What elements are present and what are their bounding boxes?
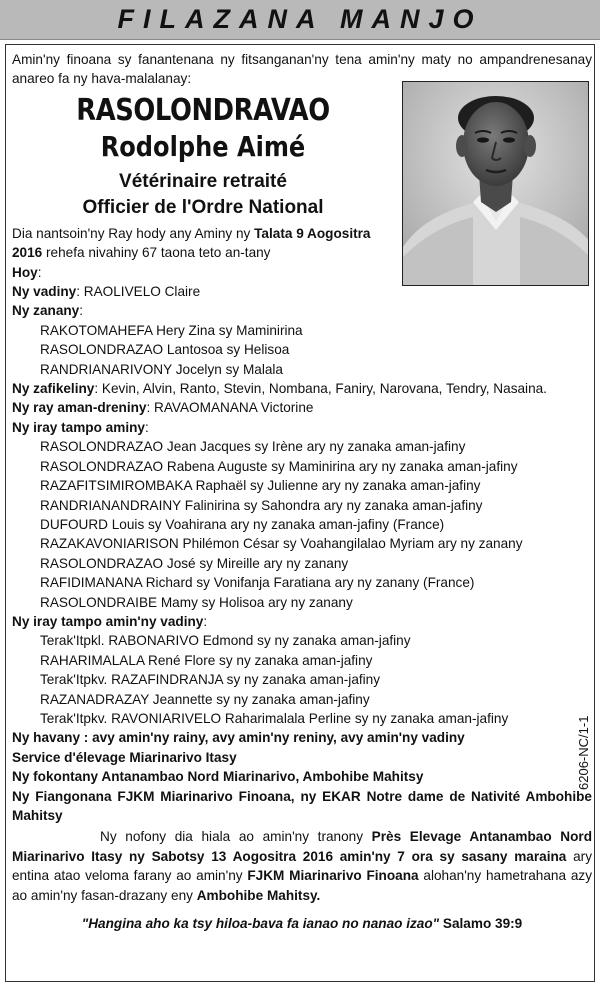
organization-item: Ny Fiangonana FJKM Miarinarivo Finoana, ny EKAR Notre dame de Nativité Ambohibe Mahitsy [12, 788, 592, 823]
quote-text: "Hangina aho ka tsy hiloa-bava fa ianao no nanao izao" [81, 916, 440, 932]
aunt-name: RAVAOMANANA Victorine [154, 400, 314, 416]
sibling-item: RAFIDIMANANA Richard sy Vonifanja Faratiana ary ny zanany (France) [40, 575, 475, 591]
child-item: RAKOTOMAHEFA Hery Zina sy Maminirina [40, 322, 303, 338]
sibling-item: RASOLONDRAZAO José sy Mireille ary ny zanany [40, 555, 349, 571]
organization-item: Service d'élevage Miarinarivo Itasy [12, 749, 237, 765]
spouse-sibling-item: Terak'Itpkv. RAVONIARIVELO Raharimalala Perline sy ny zanaka aman-jafiny [40, 710, 509, 726]
aunt-line: Ny ray aman-dreniny: RAVAOMANANA Victorine [12, 400, 314, 416]
funeral-church: FJKM Miarinarivo Finoana [247, 868, 419, 884]
grandchildren-names: Kevin, Alvin, Ranto, Stevin, Nombana, Faniry, Narovana, Tendry, Nasaina. [101, 381, 547, 397]
death-notice-line-1: Dia nantsoin'ny Ray hody any Aminy ny Talata 9 Aogositra [12, 225, 371, 241]
children-heading: Ny zanany: [12, 303, 84, 319]
deceased-name-block [12, 93, 394, 221]
spouse-line: Ny vadiny: RAOLIVELO Claire [12, 284, 201, 300]
sibling-item: RASOLONDRAIBE Mamy sy Holisoa ary ny zanany [40, 594, 353, 610]
hoy-heading: Hoy: [12, 264, 42, 280]
intro-text: Amin'ny finoana sy fanantenana ny fitsanganan'ny tena amin'ny maty no ampandrenesanay anareo fa ny hava-malalanay: [12, 52, 592, 87]
burial-place: Ambohibe Mahitsy. [196, 887, 321, 903]
spouse-sibling-item: Terak'Itpkv. RAZAFINDRANJA sy ny zanaka aman-jafiny [40, 672, 381, 688]
spouse-sibling-item: RAHARIMALALA René Flore sy ny zanaka aman-jafiny [40, 652, 373, 668]
spouse-siblings-heading: Ny iray tampo amin'ny vadiny: [12, 613, 208, 629]
ad-reference-code: 6206-NC/1-1 [576, 715, 591, 790]
deceased-title-1: Vétérinaire retraité [119, 170, 287, 192]
spouse-sibling-item: Terak'Itpkl. RABONARIVO Edmond sy ny zanaka aman-jafiny [40, 633, 411, 649]
relatives-text: avy amin'ny rainy, avy amin'ny reniny, avy amin'ny vadiny [92, 730, 465, 746]
grandchildren-line: Ny zafikeliny: Kevin, Alvin, Ranto, Stevin, Nombana, Faniry, Narovana, Tendry, Nasaina. [12, 381, 547, 397]
funeral-location-time: Près Elevage Antanambao Nord Miarinarivo Itasy ny Sabotsy 13 Aogositra 2016 amin'ny 7 ora sy sasany maraina [12, 829, 593, 864]
spouse-sibling-item: RAZANADRAZAY Jeannette sy ny zanaka aman-jafiny [40, 691, 370, 707]
deceased-title-2: Officier de l'Ordre National [82, 196, 324, 218]
death-date: Talata 9 Aogositra [254, 225, 371, 241]
quote-reference: Salamo 39:9 [442, 916, 523, 932]
deceased-given-names: Rodolphe Aimé [100, 129, 306, 163]
siblings-heading: Ny iray tampo aminy: [12, 419, 149, 435]
scripture-quote [12, 914, 592, 933]
sibling-item: RANDRIANANDRAINY Falinirina sy Sahondra ary ny zanaka aman-jafiny [40, 497, 483, 513]
sibling-item: RAZAKAVONIARISON Philémon César sy Voahangilalao Myriam ary ny zanany [40, 536, 523, 552]
sibling-item: DUFOURD Louis sy Voahirana ary ny zanaka aman-jafiny (France) [40, 516, 445, 532]
page-title: FILAZANA MANJO [117, 4, 483, 34]
child-item: RASOLONDRAZAO Lantosoa sy Helisoa [40, 342, 290, 358]
organization-item: Ny fokontany Antanambao Nord Miarinarivo, Ambohibe Mahitsy [12, 769, 424, 785]
funeral-paragraph: Ny nofony dia hiala ao amin'ny tranony Près Elevage Antanambao Nord Miarinarivo Itasy ny Sabotsy 13 Aogositra 2016 amin'ny 7 ora sy sasany maraina ary entina atao veloma farany ao amin'ny FJKM Miarinarivo Finoana alohan'ny hametrahana azy ao amin'ny fasan-drazany eny Ambohibe Mahitsy. [12, 829, 593, 903]
death-notice-line-2: 2016 rehefa nivahiny 67 taona teto an-tany [12, 245, 271, 261]
notice-body [12, 50, 592, 933]
sibling-item: RAZAFITSIMIROMBAKA Raphaël sy Julienne ary ny zanaka aman-jafiny [40, 478, 481, 494]
deceased-surname: RASOLONDRAVAO [76, 92, 330, 128]
spouse-name: RAOLIVELO Claire [83, 284, 201, 300]
child-item: RANDRIANARIVONY Jocelyn sy Malala [40, 361, 283, 377]
sibling-item: RASOLONDRAZAO Jean Jacques sy Irène ary ny zanaka aman-jafiny [40, 439, 466, 455]
header-banner [0, 0, 600, 40]
death-year: 2016 [12, 245, 43, 261]
relatives-line: Ny havany : avy amin'ny rainy, avy amin'ny reniny, avy amin'ny vadiny [12, 730, 465, 746]
sibling-item: RASOLONDRAZAO Rabena Auguste sy Maminirina ary ny zanaka aman-jafiny [40, 458, 518, 474]
